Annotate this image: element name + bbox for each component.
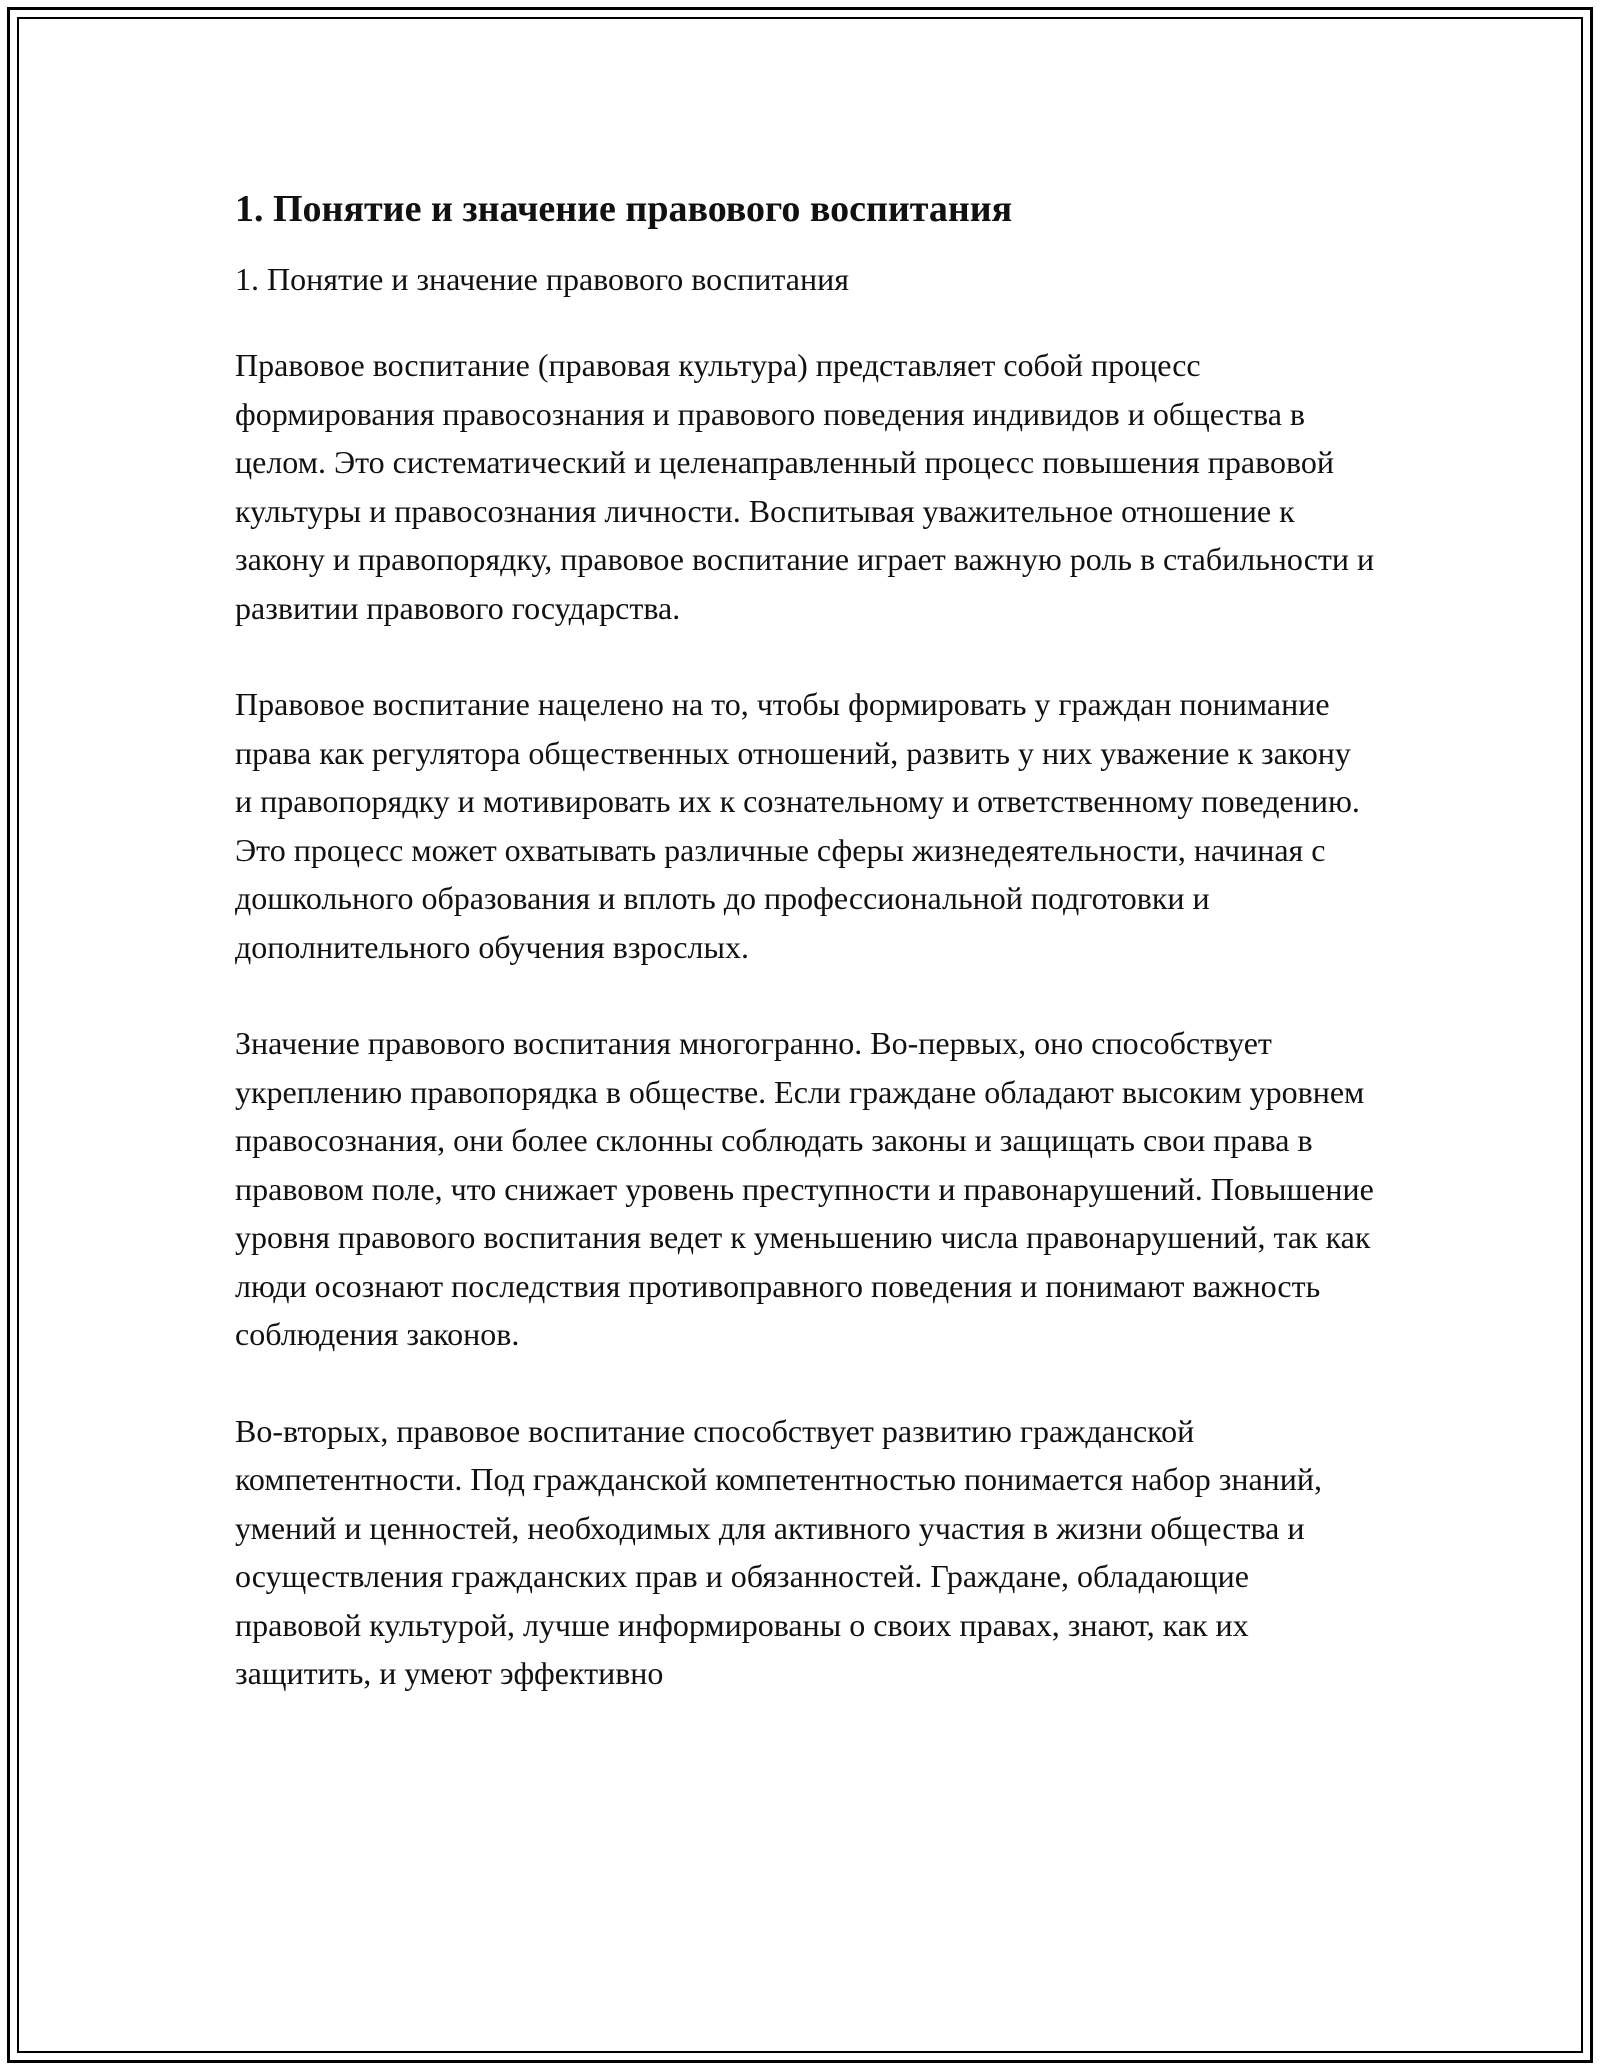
document-page [235,185,1375,1746]
paragraph-1: Правовое воспитание (правовая культура) представляет собой процесс формирования правосознания и правового поведения индивидов и общества в целом. Это систематический и целенаправленный процесс повышения правовой культуры и правосознания личности. Воспитывая уважительное отношение к закону и правопорядку, правовое воспитание играет важную роль в стабильности и развитии правового государства. [235,347,1375,626]
paragraph-3: Значение правового воспитания многогранно. Во-первых, оно способствует укреплению правопорядка в обществе. Если граждане обладают высоким уровнем правосознания, они более склонны соблюдать законы и защищать свои права в правовом поле, что снижает уровень преступности и правонарушений. Повышение уровня правового воспитания ведет к уменьшению числа правонарушений, так как люди осознают последствия противоправного поведения и понимают важность соблюдения законов. [235,1025,1374,1352]
paragraph-2: Правовое воспитание нацелено на то, чтобы формировать у граждан понимание права как регулятора общественных отношений, развить у них уважение к закону и правопорядку и мотивировать их к сознательному и ответственному поведению. Это процесс может охватывать различные сферы жизнедеятельности, начиная с дошкольного образования и вплоть до профессиональной подготовки и дополнительного обучения взрослых. [235,686,1360,965]
section-heading: 1. Понятие и значение правового воспитания [235,188,1013,230]
section-subheading: 1. Понятие и значение правового воспитания [235,261,849,297]
paragraph-4: Во-вторых, правовое воспитание способствует развитию гражданской компетентности. Под гражданской компетентностью понимается набор знаний, умений и ценностей, необходимых для активного участия в жизни общества и осуществления гражданских прав и обязанностей. Граждане, обладающие правовой культурой, лучше информированы о своих правах, знают, как их защитить, и умеют эффективно [235,1412,1323,1691]
